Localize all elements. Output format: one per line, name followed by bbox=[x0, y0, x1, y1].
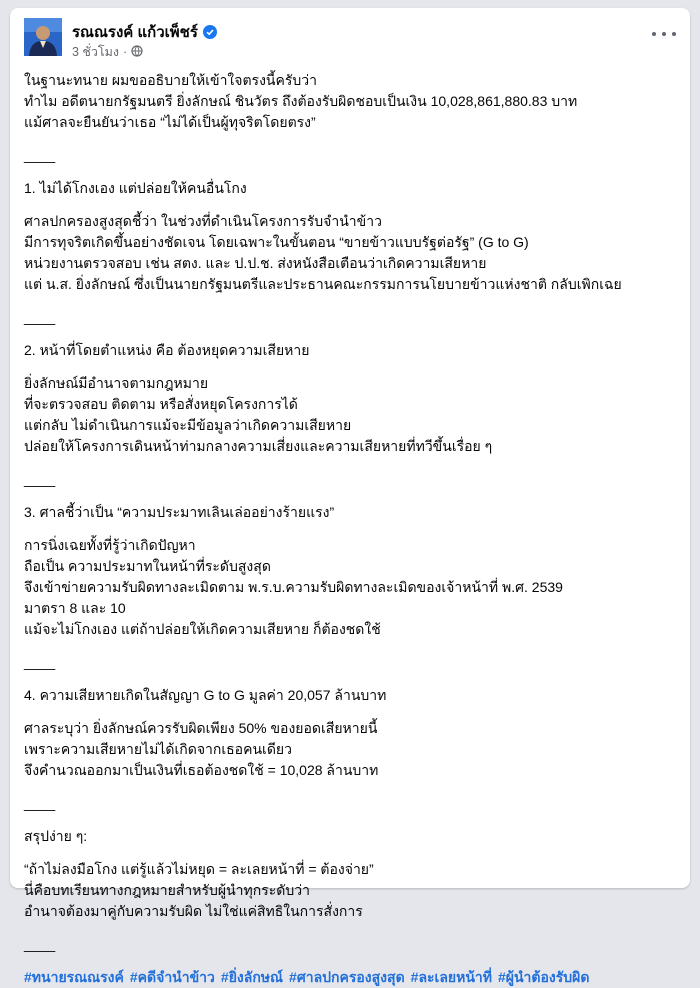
more-options-icon bbox=[652, 32, 656, 36]
text-line: มีการทุจริตเกิดขึ้นอย่างชัดเจน โดยเฉพาะในขั้นตอน “ขายข้าวแบบรัฐต่อรัฐ” (G to G) bbox=[24, 234, 529, 250]
verified-badge-icon bbox=[203, 25, 217, 39]
text-line: ยิ่งลักษณ์มีอำนาจตามกฎหมาย bbox=[24, 375, 209, 391]
post-card bbox=[10, 8, 690, 985]
text-line: นี่คือบทเรียนทางกฎหมายสำหรับผู้นำทุกระดับว่า bbox=[24, 882, 310, 898]
summary-body bbox=[24, 859, 674, 922]
section-3-title: 3. ศาลชี้ว่าเป็น “ความประมาทเลินเล่ออย่างร้ายแรง” bbox=[24, 504, 335, 520]
hashtag-link[interactable]: #ทนายรณณรงค์ bbox=[24, 969, 124, 985]
hashtag-link[interactable]: #ศาลปกครองสูงสุด bbox=[289, 969, 405, 985]
text-line: แม้ศาลจะยืนยันว่าเธอ “ไม่ได้เป็นผู้ทุจริตโดยตรง” bbox=[24, 114, 316, 130]
divider: ____ bbox=[24, 471, 56, 487]
text-line: ที่จะตรวจสอบ ติดตาม หรือสั่งหยุดโครงการได้ bbox=[24, 396, 298, 412]
text-line: หน่วยงานตรวจสอบ เช่น สตง. และ ป.ป.ช. ส่งหนังสือเตือนว่าเกิดความเสียหาย bbox=[24, 255, 487, 271]
text-line: ทำไม อดีตนายกรัฐมนตรี ยิ่งลักษณ์ ชินวัตร ถึงต้องรับผิดชอบเป็นเงิน 10,028,861,880.83 บาท bbox=[24, 93, 578, 109]
text-line: ศาลระบุว่า ยิ่งลักษณ์ควรรับผิดเพียง 50% ของยอดเสียหายนี้ bbox=[24, 720, 378, 736]
hashtag-link[interactable]: #ผู้นำต้องรับผิด bbox=[498, 969, 590, 985]
section-1-title: 1. ไม่ได้โกงเอง แต่ปล่อยให้คนอื่นโกง bbox=[24, 180, 247, 196]
author-avatar[interactable] bbox=[24, 18, 62, 56]
summary-title: สรุปง่าย ๆ: bbox=[24, 828, 88, 844]
hashtag-link[interactable]: #ละเลยหน้าที่ bbox=[410, 969, 492, 985]
text-line: การนิ่งเฉยทั้งที่รู้ว่าเกิดปัญหา bbox=[24, 537, 196, 553]
text-line: แต่ น.ส. ยิ่งลักษณ์ ซึ่งเป็นนายกรัฐมนตรีและประธานคณะกรรมการนโยบายข้าวแห่งชาติ กลับเพิกเฉย bbox=[24, 276, 622, 292]
text-line: แม้จะไม่โกงเอง แต่ถ้าปล่อยให้เกิดความเสียหาย ก็ต้องชดใช้ bbox=[24, 621, 381, 637]
author-name[interactable]: รณณรงค์ แก้วเพ็ชร์ bbox=[72, 24, 198, 41]
text-line: อำนาจต้องมาคู่กับความรับผิด ไม่ใช่แค่สิทธิในการสั่งการ bbox=[24, 903, 363, 919]
divider: ____ bbox=[24, 147, 56, 163]
intro-paragraph bbox=[24, 70, 674, 133]
text-line: จึงเข้าข่ายความรับผิดทางละเมิดตาม พ.ร.บ.ความรับผิดทางละเมิดของเจ้าหน้าที่ พ.ศ. 2539 bbox=[24, 579, 563, 595]
section-4-title: 4. ความเสียหายเกิดในสัญญา G to G มูลค่า 20,057 ล้านบาท bbox=[24, 687, 387, 703]
section-1-body bbox=[24, 211, 674, 295]
text-line: แต่กลับ ไม่ดำเนินการแม้จะมีข้อมูลว่าเกิดความเสียหาย bbox=[24, 417, 352, 433]
text-line: ถือเป็น ความประมาทในหน้าที่ระดับสูงสุด bbox=[24, 558, 271, 574]
divider: ____ bbox=[24, 795, 56, 811]
meta-separator: · bbox=[123, 45, 128, 59]
globe-icon bbox=[131, 45, 143, 60]
post-body bbox=[24, 70, 674, 988]
text-line: มาตรา 8 และ 10 bbox=[24, 600, 126, 616]
text-line: ในฐานะทนาย ผมขออธิบายให้เข้าใจตรงนี้ครับว่า bbox=[24, 72, 317, 88]
section-2-title: 2. หน้าที่โดยตำแหน่ง คือ ต้องหยุดความเสียหาย bbox=[24, 342, 310, 358]
text-line: จึงคำนวณออกมาเป็นเงินที่เธอต้องชดใช้ = 10,028 ล้านบาท bbox=[24, 762, 379, 778]
divider: ____ bbox=[24, 654, 56, 670]
text-line: เพราะความเสียหายไม่ได้เกิดจากเธอคนเดียว bbox=[24, 741, 292, 757]
section-2-body bbox=[24, 373, 674, 457]
divider: ____ bbox=[24, 936, 56, 952]
text-line: ปล่อยให้โครงการเดินหน้าท่ามกลางความเสี่ยงและความเสียหายที่ทวีขึ้นเรื่อย ๆ bbox=[24, 438, 493, 454]
post-header bbox=[10, 8, 690, 68]
hashtag-list bbox=[24, 967, 674, 988]
more-options-button[interactable] bbox=[652, 24, 676, 44]
section-3-body bbox=[24, 535, 674, 640]
divider: ____ bbox=[24, 309, 56, 325]
post-meta bbox=[72, 42, 143, 62]
text-line: “ถ้าไม่ลงมือโกง แต่รู้แล้วไม่หยุด = ละเลยหน้าที่ = ต้องจ่าย” bbox=[24, 861, 374, 877]
section-4-body bbox=[24, 718, 674, 781]
author-line bbox=[72, 20, 217, 44]
text-line: ศาลปกครองสูงสุดชี้ว่า ในช่วงที่ดำเนินโครงการรับจำนำข้าว bbox=[24, 213, 382, 229]
hashtag-link[interactable]: #คดีจำนำข้าว bbox=[129, 969, 215, 985]
post-timestamp[interactable]: 3 ชั่วโมง bbox=[72, 45, 119, 59]
hashtag-link[interactable]: #ยิ่งลักษณ์ bbox=[220, 969, 284, 985]
